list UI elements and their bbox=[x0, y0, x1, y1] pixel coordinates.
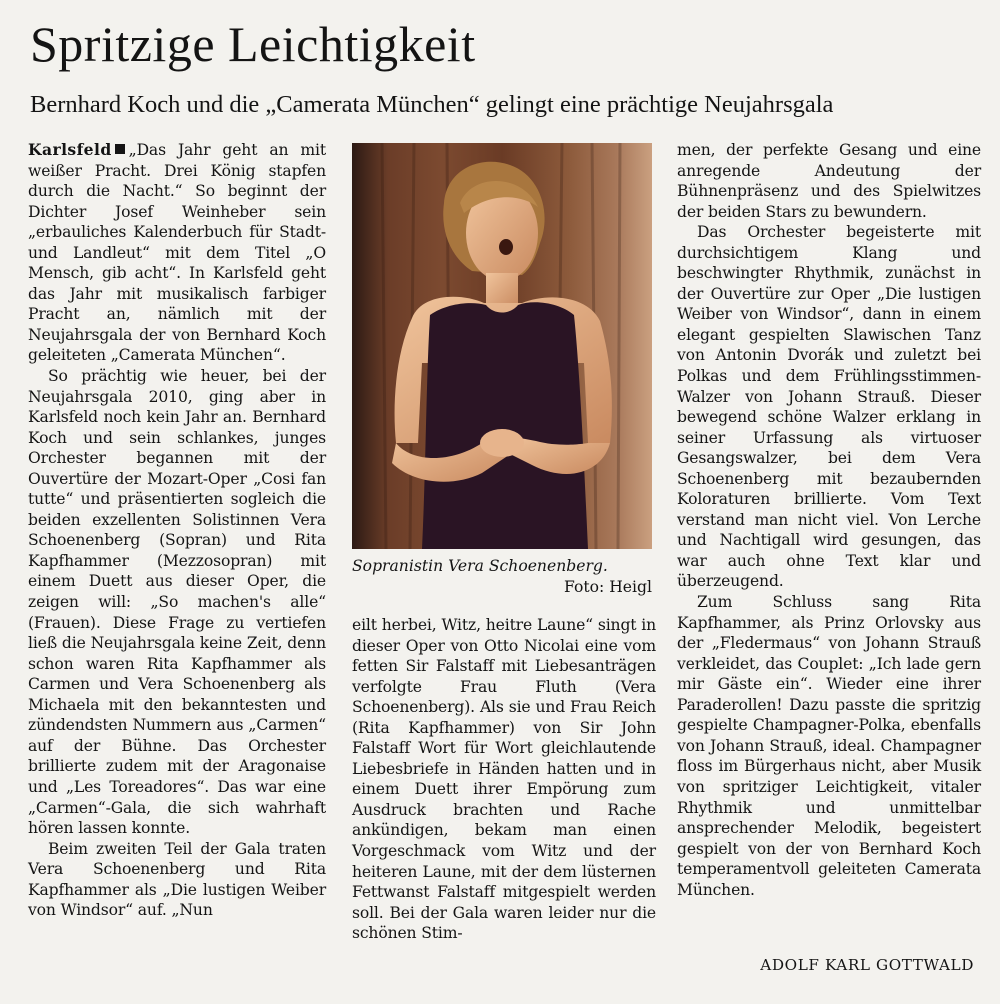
photo-caption: Sopranistin Vera Schoenenberg. bbox=[352, 557, 608, 575]
headline: Spritzige Leichtigkeit bbox=[30, 16, 476, 72]
article-column-1 bbox=[28, 140, 326, 921]
singer-photo-image bbox=[352, 143, 652, 549]
paragraph-text: „Das Jahr geht an mit weißer Pracht. Drei König stapfen durch die Nacht.“ So beginnt der Dichter Josef Weinheber sein „erbauliches Kalenderbuch für Stadt- und Landleut“ mit dem Titel „O Mensch, gib acht“. In Karlsfeld geht das Jahr mit musikalisch farbiger Pracht an, nämlich mit der Neujahrsgala der von Bernhard Koch geleiteten „Camerata München“. bbox=[28, 141, 326, 365]
article-column-3 bbox=[677, 140, 981, 900]
paragraph: Beim zweiten Teil der Gala traten Vera Schoenenberg und Rita Kapfhammer als „Die lustigen Weiber von Windsor“ auf. „Nun bbox=[28, 839, 326, 920]
article-column-2 bbox=[352, 615, 656, 944]
photo-credit: Foto: Heigl bbox=[563, 577, 652, 596]
paragraph bbox=[28, 140, 326, 366]
photo-caption-block bbox=[352, 556, 652, 597]
subheadline: Bernhard Koch und die „Camerata München“ gelingt eine prächtige Neujahrsgala bbox=[30, 91, 834, 118]
paragraph: Das Orchester begeisterte mit durchsichtigem Klang und beschwingter Rhythmik, zunächst in der Ouvertüre zur Oper „Die lustigen Weiber von Windsor“, dann in einem elegant gespielten Slawischen Tanz von Antonin Dvorák und zuletzt bei Polkas und dem Frühlingsstimmen-Walzer von Johann Strauß. Dieser bewegend schöne Walzer erklang in seiner Urfassung als virtuoser Gesangswalzer, bei dem Vera Schoenenberg mit bezaubernden Koloraturen brillierte. Vom Text verstand man nicht viel. Von Lerche und Nachtigall wird gesungen, das war auch ohne Text klar und überzeugend. bbox=[677, 223, 981, 591]
paragraph: Zum Schluss sang Rita Kapfhammer, als Prinz Orlovsky aus der „Fledermaus“ von Johann Strauß verkleidet, das Couplet: „Ich lade gern mir Gäste ein“. Wieder eine ihrer Paraderollen! Dazu passte die spritzig gespielte Champagner-Polka, ebenfalls von Johann Strauß, ideal. Champagner floss im Bürgerhaus nicht, aber Musik von spritziger Leichtigkeit, vitaler Rhythmik und unmittelbar ansprechender Melodik, begeistert gespielt von der von Bernhard Koch temperamentvoll geleiteten Camerata München. bbox=[677, 593, 981, 899]
paragraph: So prächtig wie heuer, bei der Neujahrsgala 2010, ging aber in Karlsfeld noch kein Jahr an. Bernhard Koch und sein schlankes, junges Orchester begannen mit der Ouvertüre der Mozart-Oper „Cosi fan tutte“ und präsentierten sogleich die beiden exzellenten Solistinnen Vera Schoenenberg (Sopran) und Rita Kapfhammer (Mezzosopran) mit einem Duett aus dieser Oper, die zeigen will: „So machen's alle“ (Frauen). Diese Frage zu vertiefen ließ die Neujahrsgala keine Zeit, denn schon waren Rita Kapfhammer als Carmen und Vera Schoenenberg als Michaela mit den bekanntesten und zündendsten Nummern aus „Carmen“ auf der Bühne. Das Orchester brillierte zudem mit der Aragonaise und „Les Toreadores“. Das war eine „Carmen“-Gala, die sich wahrhaft hören lassen konnte. bbox=[28, 367, 326, 838]
paragraph: eilt herbei, Witz, heitre Laune“ singt in dieser Oper von Otto Nicolai eine vom fetten Sir Falstaff mit Liebesanträgen verfolgte Frau Fluth (Vera Schoenenberg). Als sie und Frau Reich (Rita Kapfhammer) von Sir John Falstaff Wort für Wort gleichlautende Liebesbriefe in Händen hatten und in einem Duett ihrer Empörung zum Ausdruck brachten und Rache ankündigen, bekam man einen Vorgeschmack vom Witz und der heiteren Laune, mit der dem lüsternen Fettwanst Falstaff mitgespielt werden soll. Bei der Gala waren leider nur die schönen Stim- bbox=[352, 616, 656, 943]
author-byline: ADOLF KARL GOTTWALD bbox=[760, 956, 974, 974]
singer-photo bbox=[352, 143, 652, 549]
paragraph: men, der perfekte Gesang und eine anregende Andeutung der Bühnenpräsenz und des Spielwitzes der beiden Stars zu bewundern. bbox=[677, 141, 981, 221]
dateline: Karlsfeld bbox=[28, 140, 112, 159]
bullet-square-icon bbox=[115, 144, 125, 154]
